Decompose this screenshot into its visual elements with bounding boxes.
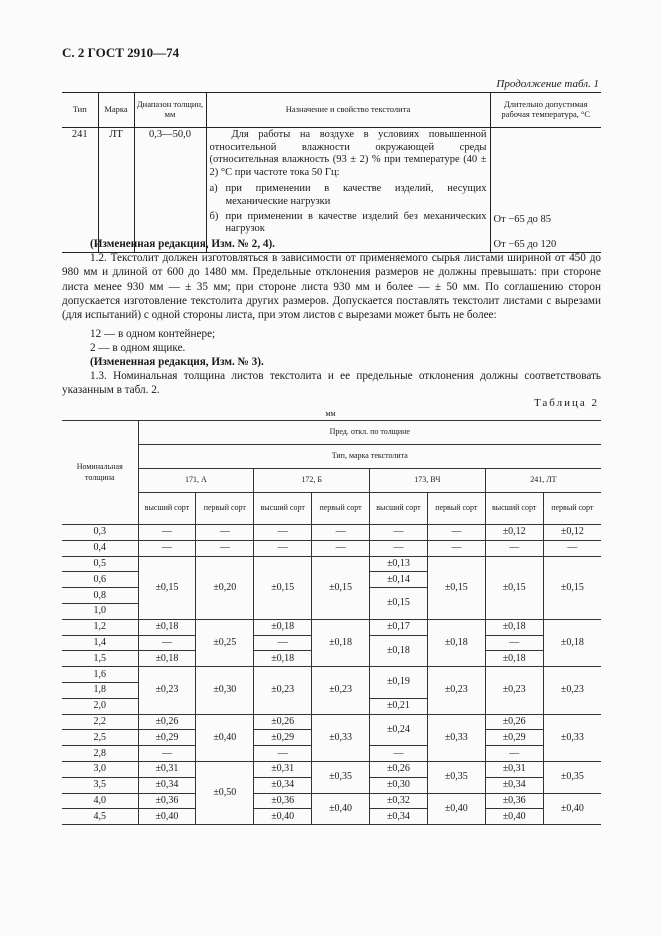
nominal-cell: 0,5 [62,556,138,572]
paragraph-1-3: 1.3. Номинальная толщина листов текстолита и ее предельные отклонения должны соответствовать указанным в табл. 2. [62,370,601,397]
value-cell: ±0,15 [370,588,428,620]
value-cell: ±0,18 [427,619,485,666]
col-deviation: Пред. откл. по толщине [138,421,601,445]
value-cell: ±0,35 [312,761,370,793]
value-cell: ±0,18 [543,619,601,666]
paragraph-1-2: 1.2. Текстолит должен изготовляться в зависимости от применяемого сырья листами шириной от 450 до 980 мм и длиной от 600 до 1480 мм. Предельные отклонения размеров не должны превышать: при стороне листа менее 930 мм — ± 35 мм; при стороне листа 930 мм и более — ± 50 мм. По соглашению сторон допускается изготовление текстолита других размеров. Допускается поставлять текстолит листами с вырезами (для испытаний) с одной стороны листа, при этом листов с вырезами может быть не более: [62,252,601,322]
grade-172-high: высший сорт [254,493,312,525]
item-a-label: а) [209,183,218,195]
table-row [62,525,601,541]
amendment-note-1: (Измененная редакция, Изм. № 2, 4). [90,238,275,250]
value-cell: ±0,18 [254,619,312,635]
value-cell: ±0,23 [485,667,543,714]
table-row [62,714,601,730]
value-cell: ±0,18 [485,651,543,667]
value-cell: ±0,40 [312,793,370,825]
value-cell: ±0,15 [485,556,543,619]
value-cell: ±0,13 [370,556,428,572]
nominal-cell: 4,5 [62,809,138,825]
type-173: 173, ВЧ [370,469,486,493]
nominal-cell: 3,0 [62,761,138,777]
value-cell: — [370,540,428,556]
nominal-cell: 1,6 [62,667,138,683]
grade-172-first: первый сорт [312,493,370,525]
value-cell: — [370,525,428,541]
value-cell: ±0,33 [427,714,485,761]
value-cell: ±0,19 [370,667,428,699]
value-cell: ±0,29 [254,730,312,746]
type-171: 171, А [138,469,254,493]
table-2-unit: мм [325,409,336,418]
table-row [62,540,601,556]
value-cell: ±0,36 [138,793,196,809]
value-cell: ±0,34 [138,777,196,793]
col-range: Диапазон толщин, мм [134,93,206,128]
value-cell: ±0,36 [254,793,312,809]
value-cell: — [138,746,196,762]
table-1 [62,92,601,253]
grade-173-first: первый сорт [427,493,485,525]
value-cell: ±0,35 [543,761,601,793]
list-item-2: 2 — в одном ящике. [90,342,186,354]
list-item-1: 12 — в одном контейнере; [90,328,216,340]
value-cell: — [370,746,428,762]
table-continuation-label: Продолжение табл. 1 [496,78,599,90]
value-cell: ±0,18 [370,635,428,667]
table-row [62,556,601,572]
value-cell: — [196,525,254,541]
value-cell: ±0,26 [370,761,428,777]
nominal-cell: 2,0 [62,698,138,714]
value-cell: ±0,30 [196,667,254,714]
grade-171-first: первый сорт [196,493,254,525]
value-cell: ±0,33 [543,714,601,761]
value-cell: — [485,540,543,556]
value-cell: — [254,525,312,541]
value-cell: ±0,23 [543,667,601,714]
temp-b: От −65 до 120 [493,238,557,250]
grade-241-first: первый сорт [543,493,601,525]
value-cell: — [427,540,485,556]
value-cell: ±0,26 [254,714,312,730]
nominal-cell: 2,8 [62,746,138,762]
nominal-cell: 0,4 [62,540,138,556]
value-cell: ±0,12 [543,525,601,541]
value-cell: — [312,540,370,556]
amendment-note-2: (Измененная редакция, Изм. № 3). [90,356,264,368]
value-cell: ±0,15 [138,556,196,619]
page-header: С. 2 ГОСТ 2910—74 [62,45,180,60]
value-cell: ±0,33 [312,714,370,761]
value-cell: ±0,29 [138,730,196,746]
value-cell: ±0,32 [370,793,428,809]
nominal-cell: 1,5 [62,651,138,667]
value-cell: ±0,24 [370,714,428,746]
value-cell: ±0,26 [138,714,196,730]
col-mark: Марка [98,93,134,128]
col-temp: Длительно допустимая рабочая температура, °С [490,93,601,128]
value-cell: ±0,40 [196,714,254,761]
item-b-text: при применении в качестве изделий без механических нагрузок [225,210,487,235]
value-cell: ±0,23 [312,667,370,714]
value-cell: — [138,540,196,556]
value-cell: ±0,40 [138,809,196,825]
value-cell: ±0,18 [485,619,543,635]
grade-171-high: высший сорт [138,493,196,525]
temp-a: От −65 до 85 [493,214,552,225]
table-2-caption: Таблица 2 [533,397,599,409]
cell-purpose [206,128,490,253]
table-row [62,761,601,777]
value-cell: ±0,18 [254,651,312,667]
value-cell: — [254,540,312,556]
nominal-cell: 1,2 [62,619,138,635]
value-cell: ±0,31 [485,761,543,777]
col-purpose: Назначение и свойство текстолита [206,93,490,128]
nominal-cell: 2,2 [62,714,138,730]
value-cell: ±0,21 [370,698,428,714]
nominal-cell: 0,8 [62,588,138,604]
value-cell: ±0,40 [543,793,601,825]
value-cell: ±0,34 [485,777,543,793]
value-cell: ±0,50 [196,761,254,824]
value-cell: ±0,31 [138,761,196,777]
value-cell: ±0,18 [138,619,196,635]
nominal-cell: 0,3 [62,525,138,541]
nominal-cell: 4,0 [62,793,138,809]
type-241: 241, ЛТ [485,469,601,493]
value-cell: ±0,23 [427,667,485,714]
value-cell: ±0,34 [370,809,428,825]
value-cell: ±0,40 [254,809,312,825]
table-row [62,793,601,809]
value-cell: — [138,525,196,541]
value-cell: ±0,23 [138,667,196,714]
value-cell: ±0,18 [312,619,370,666]
value-cell: — [254,746,312,762]
table-row [62,619,601,635]
nominal-cell: 1,4 [62,635,138,651]
cell-range: 0,3—50,0 [134,128,206,253]
value-cell: — [543,540,601,556]
value-cell: — [196,540,254,556]
value-cell: ±0,15 [427,556,485,619]
table-2 [62,420,601,825]
value-cell: — [138,635,196,651]
value-cell: ±0,14 [370,572,428,588]
col-nominal-thickness: Номинальная толщина [62,421,138,525]
nominal-cell: 0,6 [62,572,138,588]
value-cell: ±0,15 [254,556,312,619]
type-172: 172, Б [254,469,370,493]
table-row [62,667,601,683]
nominal-cell: 2,5 [62,730,138,746]
value-cell: ±0,15 [312,556,370,619]
value-cell: ±0,40 [485,809,543,825]
value-cell: ±0,31 [254,761,312,777]
grade-173-high: высший сорт [370,493,428,525]
value-cell: — [312,525,370,541]
value-cell: ±0,12 [485,525,543,541]
cell-mark: ЛТ [98,128,134,253]
cell-type: 241 [62,128,98,253]
value-cell: ±0,29 [485,730,543,746]
cell-temp [490,128,601,253]
value-cell: ±0,23 [254,667,312,714]
value-cell: ±0,36 [485,793,543,809]
value-cell: — [485,746,543,762]
value-cell: — [427,525,485,541]
purpose-item-b [210,211,487,236]
purpose-item-a [210,183,487,208]
value-cell: — [254,635,312,651]
nominal-cell: 1,0 [62,603,138,619]
grade-241-high: высший сорт [485,493,543,525]
value-cell: ±0,35 [427,761,485,793]
value-cell: ±0,30 [370,777,428,793]
nominal-cell: 1,8 [62,682,138,698]
item-b-label: б) [209,210,219,222]
value-cell: ±0,26 [485,714,543,730]
value-cell: ±0,18 [138,651,196,667]
value-cell: ±0,17 [370,619,428,635]
value-cell: ±0,34 [254,777,312,793]
col-type-mark: Тип, марка текстолита [138,445,601,469]
value-cell: ±0,25 [196,619,254,666]
value-cell: ±0,40 [427,793,485,825]
value-cell: — [485,635,543,651]
item-a-text: при применении в качестве изделий, несущих механические нагрузки [225,183,487,207]
nominal-cell: 3,5 [62,777,138,793]
value-cell: ±0,15 [543,556,601,619]
value-cell: ±0,20 [196,556,254,619]
col-type: Тип [62,93,98,128]
purpose-text: Для работы на воздухе в условиях повышенной относительной влажности окружающей среды (относительная влажность (93 ± 2) % при температуре (40 ± 2) °С при частоте тока 50 Гц: [209,129,487,178]
